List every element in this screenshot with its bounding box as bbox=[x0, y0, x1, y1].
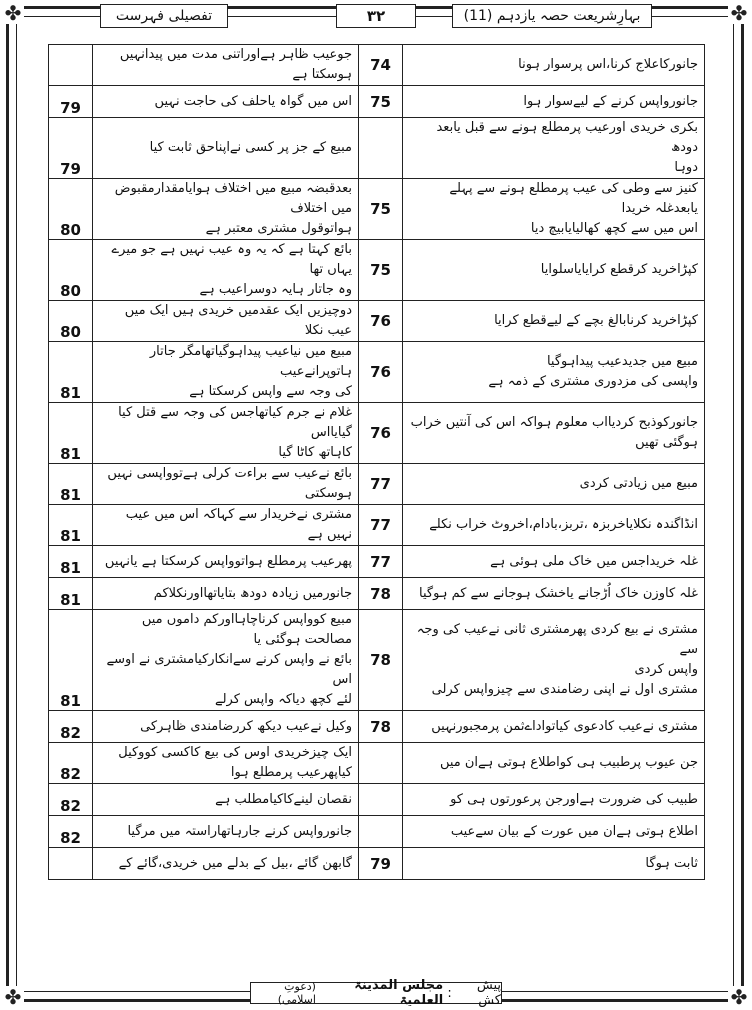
entry-line: کی وجہ سے واپس کرسکتا ہے bbox=[189, 384, 352, 399]
entry-line: کنیز سے وطی کی عیب پرمطلع ہونے سے پہلے یابعدغلہ خریدا bbox=[449, 181, 698, 216]
left-page-number: 81 bbox=[49, 464, 93, 505]
right-page-number: 76 bbox=[359, 301, 403, 342]
entry-line: گابھن گائے ،بیل کے بدلے میں خریدی،گائے کے bbox=[118, 855, 352, 871]
left-page-number: 80 bbox=[49, 240, 93, 301]
right-entry bbox=[403, 505, 705, 546]
right-page-number: 75 bbox=[359, 240, 403, 301]
entry-line: بائع کہتا ہے کہ یہ وہ عیب نہیں ہے جو میرے یہاں تھا bbox=[111, 242, 352, 277]
right-entry bbox=[403, 816, 705, 848]
entry-line: جانورواپس کرنے کے لیےسوار ہوا bbox=[523, 93, 698, 109]
left-entry bbox=[93, 848, 359, 880]
entry-line: بائع نےعیب سے براءت کرلی ہےتوواپسی نہیں ہوسکتی bbox=[107, 466, 352, 501]
left-page-number: 82 bbox=[49, 816, 93, 848]
table-row bbox=[49, 546, 705, 578]
left-entry bbox=[93, 342, 359, 403]
entry-line: بعدقبضہ مبیع میں اختلاف ہوایامقدارمقبوض میں اختلاف bbox=[114, 181, 352, 216]
right-page-number bbox=[359, 118, 403, 179]
entry-line: واپسی کی مزدوری مشتری کے ذمہ ہے bbox=[488, 374, 698, 389]
left-page-number bbox=[49, 848, 93, 880]
left-entry bbox=[93, 816, 359, 848]
entry-line: ایک چیزخریدی اوس کی بیع کاکسی کووکیل کیاپھرعیب پرمطلع ہوا bbox=[118, 745, 352, 780]
entry-line: مبیع میں جدیدعیب پیداہوگیا bbox=[546, 354, 698, 369]
right-entry bbox=[403, 743, 705, 784]
left-page-number: 79 bbox=[49, 118, 93, 179]
left-page-number: 82 bbox=[49, 784, 93, 816]
table-row bbox=[49, 505, 705, 546]
entry-line: مبیع میں نیاعیب پیداہوگیاتھامگر جاتار ہاتوپرانےعیب bbox=[149, 344, 352, 379]
left-entry bbox=[93, 45, 359, 86]
left-page-number: 81 bbox=[49, 505, 93, 546]
corner-ornament-icon: ✤ bbox=[728, 986, 750, 1008]
left-entry bbox=[93, 743, 359, 784]
right-entry bbox=[403, 464, 705, 505]
entry-line: اس میں سے کچھ کھالیایابیچ دیا bbox=[530, 221, 698, 236]
right-entry bbox=[403, 86, 705, 118]
left-page-number: 81 bbox=[49, 546, 93, 578]
right-entry bbox=[403, 610, 705, 711]
right-page-number bbox=[359, 784, 403, 816]
table-row bbox=[49, 301, 705, 342]
entry-line: دوچیزیں ایک عقدمیں خریدی ہیں ایک میں عیب نکلا bbox=[124, 303, 352, 338]
table-row bbox=[49, 179, 705, 240]
right-entry bbox=[403, 546, 705, 578]
right-entry bbox=[403, 45, 705, 86]
entry-line: وہ جاتار ہایہ دوسراعیب ہے bbox=[199, 282, 352, 297]
entry-line: انڈاگندہ نکلایاخربزہ ،تربز،بادام،اخروٹ خراب نکلے bbox=[429, 517, 698, 532]
right-page-number: 75 bbox=[359, 179, 403, 240]
right-entry bbox=[403, 342, 705, 403]
right-entry bbox=[403, 711, 705, 743]
table-row bbox=[49, 816, 705, 848]
table-row bbox=[49, 848, 705, 880]
table-row bbox=[49, 118, 705, 179]
right-page-number: 75 bbox=[359, 86, 403, 118]
entry-line: مشتری نےعیب کادعوی کیاتواداےثمن پرمجبورنہیں bbox=[431, 718, 698, 734]
right-page-number: 76 bbox=[359, 403, 403, 464]
index-table bbox=[48, 44, 704, 880]
left-entry bbox=[93, 546, 359, 578]
entry-line: جانورواپس کرنے جارہاتھاراستہ میں مرگیا bbox=[127, 823, 352, 839]
entry-line: پھرعیب پرمطلع ہواتوواپس کرسکتا ہے یانہیں bbox=[104, 553, 352, 569]
left-entry bbox=[93, 118, 359, 179]
table-row bbox=[49, 86, 705, 118]
entry-line: لئے کچھ دیاکہ واپس کرلے bbox=[214, 692, 352, 707]
right-entry bbox=[403, 403, 705, 464]
right-page-number: 77 bbox=[359, 505, 403, 546]
table-row bbox=[49, 342, 705, 403]
entry-line: مشتری اول نے اپنی رضامندی سے چیزواپس کرلی bbox=[431, 682, 698, 697]
table-row bbox=[49, 45, 705, 86]
footer-label: پیش کش bbox=[476, 978, 501, 1008]
index-table-grid bbox=[48, 44, 705, 880]
entry-line: نقصان لینےکاکیامطلب ہے bbox=[215, 791, 352, 807]
corner-ornament-icon: ✤ bbox=[2, 2, 24, 24]
left-entry bbox=[93, 610, 359, 711]
left-page-number: 80 bbox=[49, 301, 93, 342]
left-entry bbox=[93, 179, 359, 240]
left-entry bbox=[93, 784, 359, 816]
footer-org-sub: (دعوتِ اسلامی) bbox=[277, 980, 316, 1006]
entry-line: جانورمیں زیادہ دودھ بتایاتھااورنکلاکم bbox=[153, 585, 352, 601]
entry-line: جوعیب ظاہر ہےاوراتنی مدت میں پیدانہیں ہوسکتا ہے bbox=[119, 47, 352, 82]
entry-line: جانورکوذبح کردیااب معلوم ہواکہ اس کی آنتیں خراب bbox=[410, 415, 698, 430]
left-page-number: 81 bbox=[49, 578, 93, 610]
entry-line: مشتری نےخریدار سے کہاکہ اس میں عیب نہیں ہے bbox=[125, 507, 352, 542]
entry-line: کپڑاخرید کرقطع کرایایاسلوایا bbox=[540, 262, 698, 277]
entry-line: کپڑاخرید کرنابالغ بچے کے لیےقطع کرایا bbox=[494, 313, 698, 328]
entry-line: واپس کردی bbox=[634, 662, 698, 677]
table-row bbox=[49, 610, 705, 711]
left-page-number: 81 bbox=[49, 342, 93, 403]
footer-separator: : bbox=[443, 985, 456, 1001]
right-page-number: 74 bbox=[359, 45, 403, 86]
entry-line: بکری خریدی اورعیب پرمطلع ہونے سے قبل یابعد دودھ bbox=[436, 120, 698, 155]
corner-ornament-icon: ✤ bbox=[2, 986, 24, 1008]
page-header bbox=[100, 4, 652, 30]
left-page-number: 82 bbox=[49, 743, 93, 784]
table-row bbox=[49, 240, 705, 301]
entry-line: ثابت ہوگا bbox=[645, 855, 698, 871]
entry-line: غلہ کاوزن خاک اُڑجانے یاخشک ہوجانے سے کم ہوگیا bbox=[419, 585, 698, 601]
entry-line: مبیع میں زیادتی کردی bbox=[579, 476, 698, 491]
table-row bbox=[49, 784, 705, 816]
entry-line: کاہاتھ کاٹا گیا bbox=[278, 445, 352, 460]
right-page-number: 78 bbox=[359, 578, 403, 610]
entry-line: ہوگئی تھیں bbox=[635, 435, 698, 450]
page-number: ۳۲ bbox=[336, 4, 416, 28]
entry-line: وکیل نےعیب دیکھ کررضامندی ظاہرکی bbox=[140, 718, 352, 734]
right-entry bbox=[403, 240, 705, 301]
left-page-number: 79 bbox=[49, 86, 93, 118]
right-page-number: 76 bbox=[359, 342, 403, 403]
entry-line: غلہ خریداجس میں خاک ملی ہوئی ہے bbox=[490, 553, 698, 569]
left-page-number: 81 bbox=[49, 403, 93, 464]
left-entry bbox=[93, 240, 359, 301]
right-page-number bbox=[359, 816, 403, 848]
section-title: تفصیلی فہرست bbox=[100, 4, 228, 28]
left-entry bbox=[93, 301, 359, 342]
right-entry bbox=[403, 784, 705, 816]
left-page-number bbox=[49, 45, 93, 86]
table-row bbox=[49, 743, 705, 784]
entry-line: دوہا bbox=[674, 160, 698, 175]
right-page-number bbox=[359, 743, 403, 784]
entry-line: جانورکاعلاج کرنا،اس پرسوار ہونا bbox=[518, 57, 698, 72]
left-entry bbox=[93, 464, 359, 505]
entry-line: ہواتوقول مشتری معتبر ہے bbox=[205, 221, 352, 236]
entry-line: بائع نے واپس کرنے سےانکارکیامشتری نے اوسے اس bbox=[106, 652, 352, 687]
entry-line: مبیع کوواپس کرناچاہااورکم داموں میں مصالحت ہوگئی یا bbox=[141, 612, 352, 647]
right-page-number: 79 bbox=[359, 848, 403, 880]
right-entry bbox=[403, 179, 705, 240]
right-page-number: 77 bbox=[359, 546, 403, 578]
right-entry bbox=[403, 118, 705, 179]
book-title: بہارِشریعت حصہ یازدہم (11) bbox=[452, 4, 652, 28]
entry-line: جن عیوب پرطبیب ہی کواطلاع ہوتی ہےان میں bbox=[439, 755, 698, 770]
footer-org: مجلس المدینۃ العلمیۃ bbox=[354, 978, 444, 1008]
left-entry bbox=[93, 711, 359, 743]
entry-line: اطلاع ہوتی ہےان میں عورت کے بیان سےعیب bbox=[450, 823, 698, 839]
right-page-number: 78 bbox=[359, 610, 403, 711]
entry-line: مبیع کے جز پر کسی نےاپناحق ثابت کیا bbox=[149, 140, 352, 155]
entry-line: غلام نے جرم کیاتھاجس کی وجہ سے قتل کیا گیایااس bbox=[118, 405, 352, 440]
left-entry bbox=[93, 505, 359, 546]
entry-line: اس میں گواہ یاحلف کی حاجت نہیں bbox=[154, 93, 352, 109]
right-entry bbox=[403, 301, 705, 342]
entry-line: مشتری نے بیع کردی پھرمشتری ثانی نےعیب کی وجہ سے bbox=[416, 622, 698, 657]
table-row bbox=[49, 464, 705, 505]
table-row bbox=[49, 403, 705, 464]
left-page-number: 80 bbox=[49, 179, 93, 240]
table-row bbox=[49, 711, 705, 743]
left-entry bbox=[93, 86, 359, 118]
left-entry bbox=[93, 578, 359, 610]
left-page-number: 82 bbox=[49, 711, 93, 743]
corner-ornament-icon: ✤ bbox=[728, 2, 750, 24]
entry-line: طبیب کی ضرورت ہےاورجن پرعورتوں ہی کو bbox=[450, 791, 698, 807]
left-page-number: 81 bbox=[49, 610, 93, 711]
right-page-number: 78 bbox=[359, 711, 403, 743]
left-entry bbox=[93, 403, 359, 464]
right-page-number: 77 bbox=[359, 464, 403, 505]
page-footer bbox=[250, 978, 502, 1008]
table-row bbox=[49, 578, 705, 610]
right-entry bbox=[403, 848, 705, 880]
right-entry bbox=[403, 578, 705, 610]
